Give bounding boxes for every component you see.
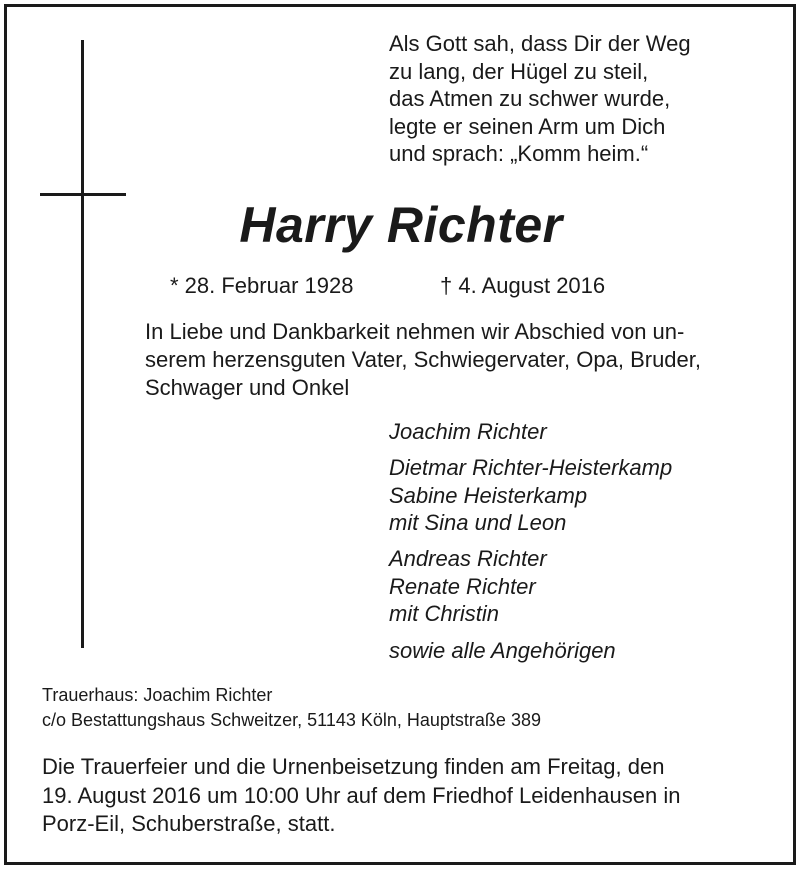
mourner-group xyxy=(389,545,547,628)
poem xyxy=(389,30,691,168)
birth-date: * 28. Februar 1928 xyxy=(170,273,354,298)
farewell-text xyxy=(145,318,701,402)
ceremony-line: Die Trauerfeier und die Urnenbeisetzung finden am Freitag, den xyxy=(42,754,665,779)
mourner-name: Dietmar Richter-Heisterkamp xyxy=(389,455,673,480)
ceremony-line: 19. August 2016 um 10:00 Uhr auf dem Friedhof Leidenhausen in xyxy=(42,782,681,808)
mourner-name: Sabine Heisterkamp xyxy=(389,482,588,508)
mourner-name: Andreas Richter xyxy=(389,546,547,571)
mourner-name: mit Christin xyxy=(389,601,500,626)
poem-line: legte er seinen Arm um Dich xyxy=(389,113,666,139)
ceremony-info xyxy=(42,753,680,839)
mourning-house-address: c/o Bestattungshaus Schweitzer, 51143 Köln, Hauptstraße 389 xyxy=(42,710,541,730)
mourner-group xyxy=(389,637,616,665)
death-date: † 4. August 2016 xyxy=(440,273,606,298)
mourner-group xyxy=(389,454,672,537)
cross-vertical-bar xyxy=(81,40,84,648)
deceased-name xyxy=(0,196,800,254)
mourner-name: mit Sina und Leon xyxy=(389,510,567,535)
poem-line: das Atmen zu schwer wurde, xyxy=(389,86,671,111)
mourner-name: Joachim Richter xyxy=(389,419,547,444)
mourning-house-line: Trauerhaus: Joachim Richter xyxy=(42,685,273,705)
deceased-name-text: Harry Richter xyxy=(239,197,563,253)
farewell-line: In Liebe und Dankbarkeit nehmen wir Abschied von un- xyxy=(145,319,685,344)
mourner-name: Renate Richter xyxy=(389,573,536,599)
poem-line: zu lang, der Hügel zu steil, xyxy=(389,58,649,84)
poem-line: Als Gott sah, dass Dir der Weg xyxy=(389,31,691,56)
poem-line: und sprach: „Komm heim.“ xyxy=(389,141,649,166)
farewell-line: serem herzensguten Vater, Schwiegervater, Opa, Bruder, xyxy=(145,347,702,372)
ceremony-line: Porz-Eil, Schuberstraße, statt. xyxy=(42,811,336,836)
farewell-line: Schwager und Onkel xyxy=(145,375,350,400)
mourner-group xyxy=(389,418,547,446)
mourner-name: sowie alle Angehörigen xyxy=(389,638,616,663)
mourning-house xyxy=(42,683,541,733)
